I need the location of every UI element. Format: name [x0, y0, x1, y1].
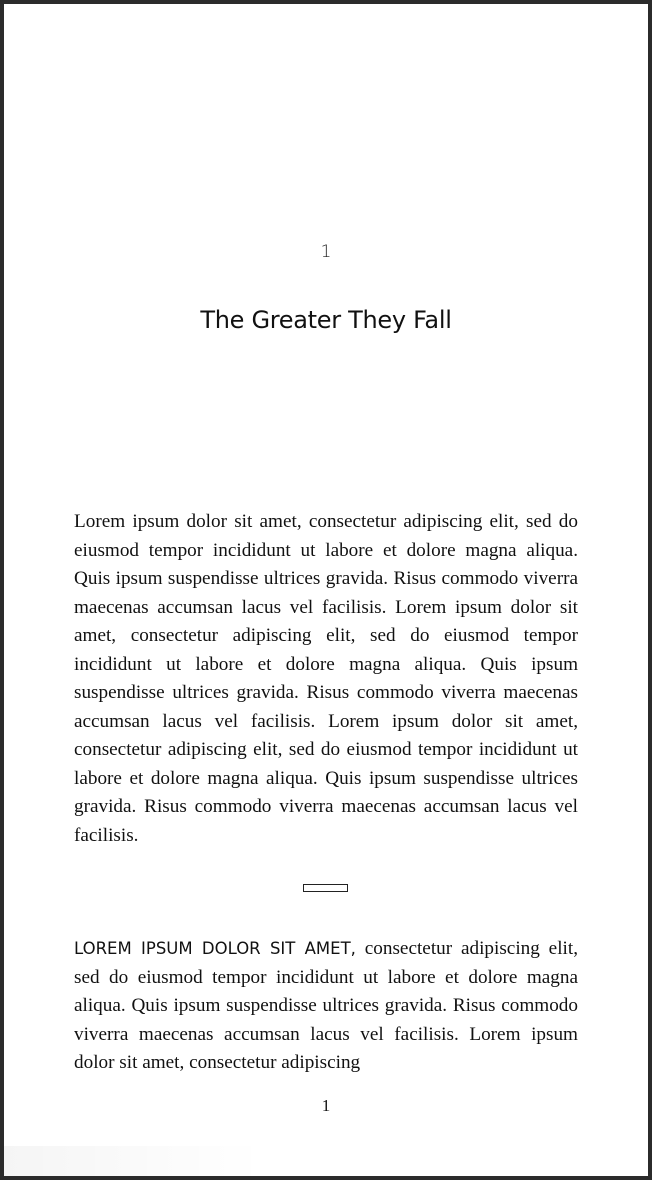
- body-paragraph-2: [74, 935, 578, 1078]
- page-shadow: [4, 1146, 264, 1176]
- chapter-title: The Greater They Fall: [200, 306, 452, 334]
- book-page: [4, 4, 648, 1176]
- page-number: 1: [321, 1096, 331, 1115]
- body-paragraph-1: Lorem ipsum dolor sit amet, consectetur adipiscing elit, sed do eiusmod tempor incididunt ut labore et dolore magna aliqua. Quis ipsum suspendisse ultrices gravida. Risus commodo viverra maecenas accumsan lacus vel facilisis. Lorem ipsum dolor sit amet, consectetur adipiscing elit, sed do eiusmod tempor incididunt ut labore et dolore magna aliqua. Quis ipsum suspendisse ultrices gravida. Risus commodo viverra maecenas accumsan lacus vel facilisis. Lorem ipsum dolor sit amet, consectetur adipiscing elit, sed do eiusmod tempor incididunt ut labore et dolore magna aliqua. Quis ipsum suspendisse ultrices gravida. Risus commodo viverra maecenas accumsan lacus vel facilisis.: [74, 511, 578, 846]
- scene-break-ornament: [303, 884, 348, 892]
- paragraph-lead-in: LOREM IPSUM DOLOR SIT AMET,: [74, 939, 356, 958]
- paragraph-2-text: consectetur adipiscing elit, sed do eiusmod tempor incididunt ut labore et dolore magna aliqua. Quis ipsum suspendisse ultrices gravida. Risus commodo viverra maecenas accumsan lacus vel facilisis. Lorem ipsum dolor sit amet, consectetur adipiscing: [74, 938, 578, 1073]
- chapter-number: 1: [320, 242, 332, 262]
